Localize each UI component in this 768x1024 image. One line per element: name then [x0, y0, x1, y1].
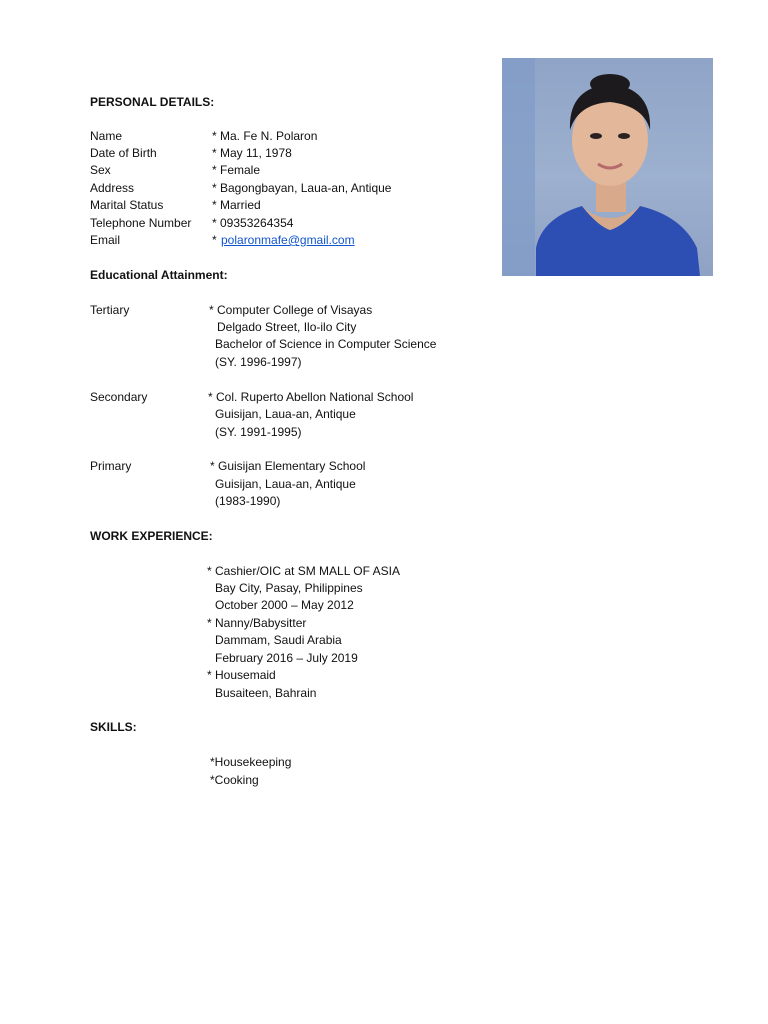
personal-details-heading: PERSONAL DETAILS: — [90, 95, 215, 109]
education-heading: Educational Attainment: — [90, 268, 228, 282]
skill-item: *Cooking — [210, 773, 259, 787]
work-job-3: * Housemaid — [207, 668, 276, 682]
marital-value: * Married — [212, 198, 261, 212]
secondary-address: Guisijan, Laua-an, Antique — [215, 407, 356, 421]
profile-photo — [502, 58, 713, 276]
work-location-2: Dammam, Saudi Arabia — [215, 633, 342, 647]
primary-years: (1983-1990) — [215, 494, 281, 508]
primary-label: Primary — [90, 459, 132, 473]
portrait-icon — [502, 58, 713, 276]
email-link[interactable]: polaronmafe@gmail.com — [221, 233, 355, 247]
work-dates-2: February 2016 – July 2019 — [215, 651, 358, 665]
address-value: * Bagongbayan, Laua-an, Antique — [212, 181, 392, 195]
tertiary-years: (SY. 1996-1997) — [215, 355, 302, 369]
work-location-1: Bay City, Pasay, Philippines — [215, 581, 363, 595]
work-job-1: * Cashier/OIC at SM MALL OF ASIA — [207, 564, 400, 578]
address-label: Address — [90, 181, 135, 195]
work-dates-1: October 2000 – May 2012 — [215, 598, 354, 612]
dob-label: Date of Birth — [90, 146, 157, 160]
tertiary-degree: Bachelor of Science in Computer Science — [215, 337, 437, 351]
primary-address: Guisijan, Laua-an, Antique — [215, 477, 356, 491]
skill-item: *Housekeeping — [210, 755, 292, 769]
secondary-years: (SY. 1991-1995) — [215, 425, 302, 439]
tertiary-school: * Computer College of Visayas — [209, 303, 373, 317]
work-job-2: * Nanny/Babysitter — [207, 616, 307, 630]
sex-label: Sex — [90, 163, 111, 177]
email-bullet: * — [212, 233, 217, 247]
email-label: Email — [90, 233, 121, 247]
secondary-school: * Col. Ruperto Abellon National School — [208, 390, 414, 404]
phone-value: * 09353264354 — [212, 216, 294, 230]
name-label: Name — [90, 129, 123, 143]
secondary-label: Secondary — [90, 390, 148, 404]
marital-label: Marital Status — [90, 198, 164, 212]
work-heading: WORK EXPERIENCE: — [90, 529, 213, 543]
tertiary-label: Tertiary — [90, 303, 130, 317]
skills-heading: SKILLS: — [90, 720, 137, 734]
sex-value: * Female — [212, 163, 261, 177]
phone-label: Telephone Number — [90, 216, 192, 230]
tertiary-address: Delgado Street, Ilo-ilo City — [217, 320, 357, 334]
name-value: * Ma. Fe N. Polaron — [212, 129, 318, 143]
dob-value: * May 11, 1978 — [212, 146, 292, 160]
work-location-3: Busaiteen, Bahrain — [215, 686, 317, 700]
primary-school: * Guisijan Elementary School — [210, 459, 366, 473]
